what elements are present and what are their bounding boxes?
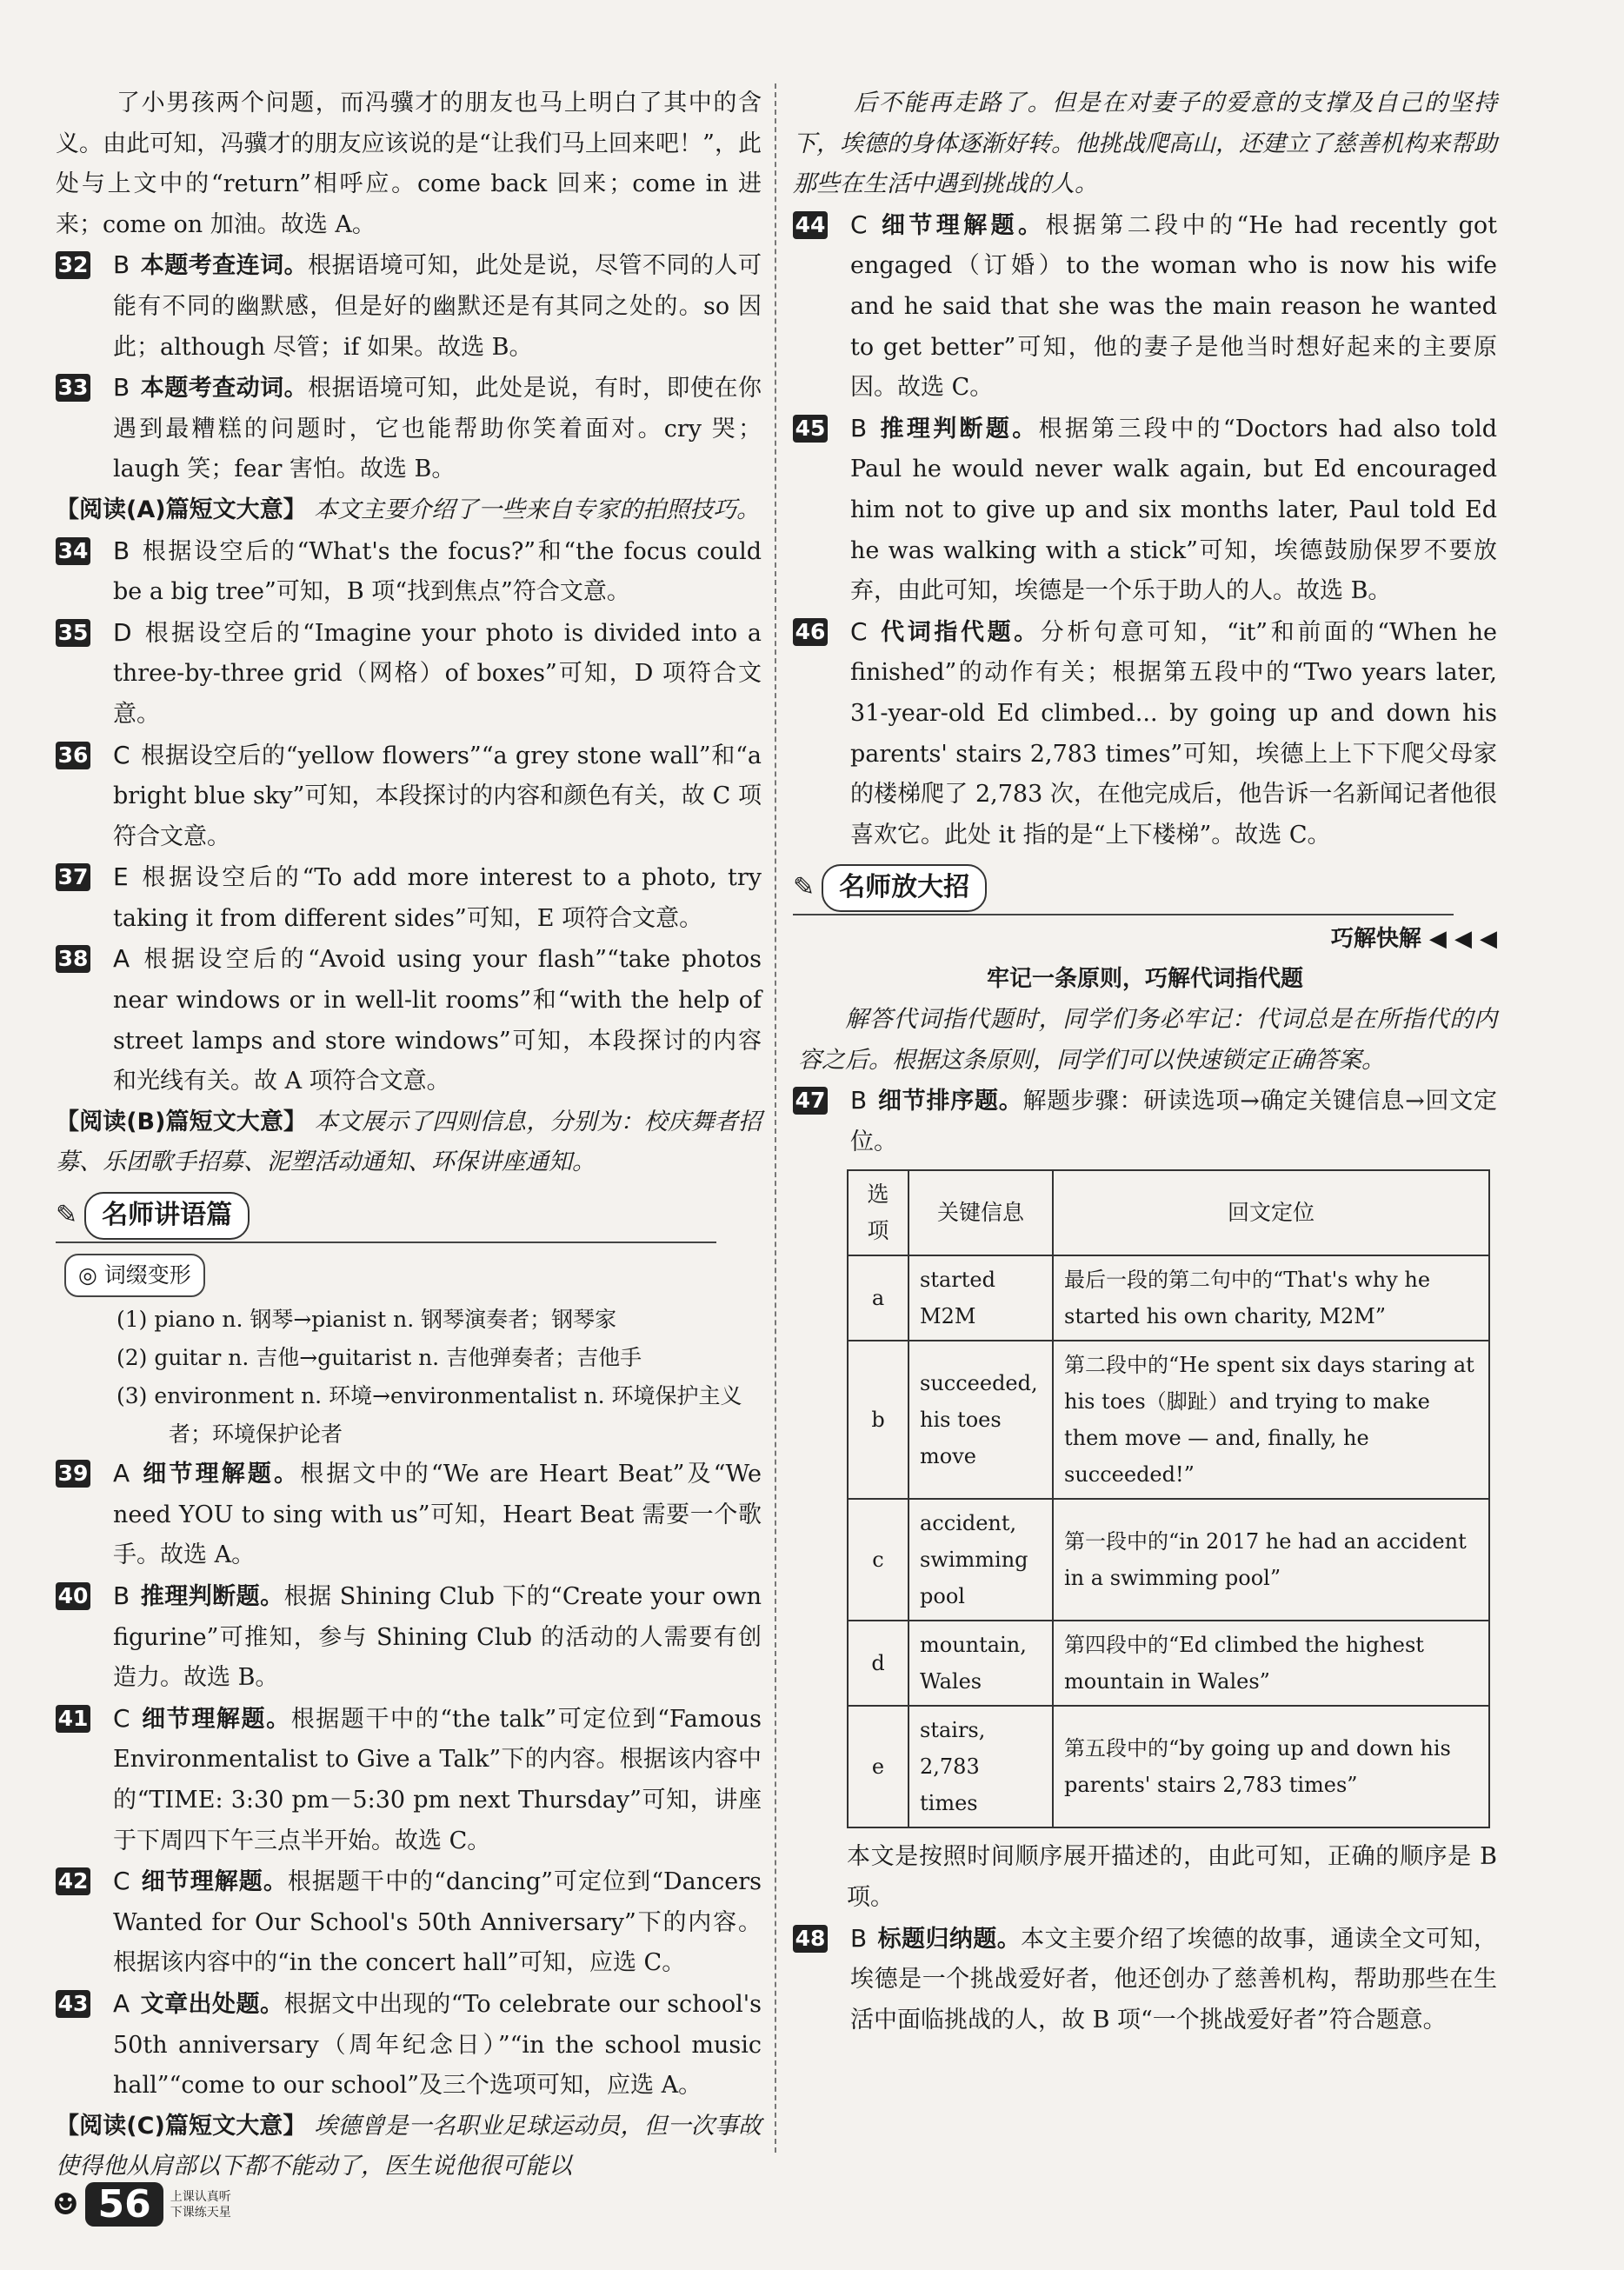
search-icon: ◎ — [78, 1261, 104, 1288]
question-number: 32 — [56, 251, 90, 279]
vocab-list — [56, 1301, 762, 1454]
question-number: 44 — [793, 211, 828, 239]
answer-item-34 — [56, 531, 762, 613]
answer-item-42 — [56, 1861, 762, 1984]
left-column — [56, 83, 762, 2187]
summary-text: 本文展示了四则信息，分别为：校庆舞者招募、乐团歌手招募、泥塑活动通知、环保讲座通知。 — [56, 1108, 762, 1176]
question-type: 细节排序题。 — [877, 1088, 1023, 1115]
explanation: 根据 Shining Club 下的“Create your own figurine”可推知，参与 Shining Club 的活动的人需要有创造力。故选 B。 — [113, 1583, 762, 1692]
table-conclusion: 本文是按照时间顺序展开描述的，由此可知，正确的顺序是 B 项。 — [847, 1843, 1497, 1912]
table-header-row — [848, 1170, 1489, 1255]
question-number: 43 — [56, 1990, 90, 2018]
table-cell: 第一段中的“in 2017 he had an accident in a swimming pool” — [1053, 1499, 1489, 1621]
question-number: 45 — [793, 415, 828, 443]
answer-letter: B — [850, 1923, 868, 1953]
summary-text: 本文主要介绍了一些来自专家的拍照技巧。 — [314, 496, 761, 523]
question-number: 33 — [56, 374, 90, 402]
column-header: 选项 — [848, 1170, 909, 1255]
page-number: 56 — [85, 2182, 163, 2227]
answer-letter: D — [113, 617, 132, 647]
column-divider — [775, 83, 776, 2153]
table-cell: a — [848, 1255, 909, 1341]
tip-body: 解答代词指代题时，同学们务必牢记：代词总是在所指代的内容之后。根据这条原则，同学们可以快速锁定正确答案。 — [798, 1006, 1497, 1074]
tip-subtitle: 巧解快解 ◀ ◀ ◀ — [1330, 925, 1497, 952]
vocab-line: (2) guitar n. 吉他→guitarist n. 吉他弹奏者；吉他手 — [116, 1345, 642, 1371]
question-type: 标题归纳题。 — [877, 1925, 1022, 1953]
section-title: 名师放大招 — [822, 864, 987, 912]
summary-label: 【阅读(C)篇短文大意】 — [56, 2112, 307, 2140]
answer-item-36 — [56, 736, 762, 858]
table-cell: 第五段中的“by going up and down his parents' stairs 2,783 times” — [1053, 1706, 1489, 1827]
slogan-line: 下课练天星 — [170, 2205, 231, 2220]
table-row — [848, 1255, 1489, 1341]
question-number: 47 — [793, 1087, 828, 1115]
left-intro: 了小男孩两个问题，而冯骥才的朋友也马上明白了其中的含义。由此可知，冯骥才的朋友应该说的是“让我们马上回来吧！”，此处与上文中的“return”相呼应。come back 回来；come in 进来；come on 加油。故选 A。 — [56, 90, 762, 238]
question-number: 48 — [793, 1925, 828, 1953]
summary-reading-b — [56, 1102, 762, 1183]
question-type: 推理判断题。 — [877, 415, 1039, 443]
explanation: 根据文中的“We are Heart Beat”及“We need YOU to sing with us”可知，Heart Beat 需要一个歌手。故选 A。 — [113, 1461, 762, 1569]
explanation: 根据语境可知，此处是说，尽管不同的人可能有不同的幽默感，但是好的幽默还是有其同之处的。so 因此；although 尽管；if 如果。故选 B。 — [113, 252, 762, 361]
summary-label: 【阅读(B)篇短文大意】 — [56, 1108, 307, 1135]
question-type: 本题考查连词。 — [140, 252, 309, 280]
question-number: 40 — [56, 1582, 90, 1610]
question-number: 38 — [56, 945, 90, 973]
explanation: 根据设空后的“yellow flowers”“a grey stone wall”和“a bright blue sky”可知，本段探讨的内容和颜色有关，故 C 项符合文意。 — [113, 742, 762, 850]
question-type: 推理判断题。 — [140, 1583, 284, 1610]
answer-item-45 — [793, 409, 1497, 612]
question-type: 细节理解题。 — [877, 211, 1046, 239]
explanation: 根据第三段中的“Doctors had also told Paul he would never walk again, but Ed encouraged him not to give up and six months later, Paul told Ed he was walking with a stick”可知，埃德鼓励保罗不要放弃，由此可知，埃德是一个乐于助人的人。故选 B。 — [850, 415, 1497, 605]
answer-item-39 — [56, 1454, 762, 1576]
answer-item-46 — [793, 612, 1497, 856]
table-row — [848, 1499, 1489, 1621]
table-cell: e — [848, 1706, 909, 1827]
explanation: 根据设空后的“What's the focus?”和“the focus could be a big tree”可知，B 项“找到焦点”符合文意。 — [113, 537, 762, 606]
question-number: 42 — [56, 1867, 90, 1895]
answer-letter: B — [113, 373, 130, 403]
answer-item-38 — [56, 939, 762, 1102]
question-type: 代词指代题。 — [877, 618, 1041, 646]
question-number: 41 — [56, 1705, 90, 1733]
section-title: 名师讲语篇 — [84, 1192, 250, 1240]
answer-letter: C — [850, 616, 868, 646]
answer-letter: B — [113, 250, 130, 280]
answer-letter: A — [113, 1988, 130, 2018]
explanation: 本文主要介绍了埃德的故事，通读全文可知，埃德是一个挑战爱好者，他还创办了慈善机构，帮助那些在生活中面临挑战的人，故 B 项“一个挑战爱好者”符合题意。 — [850, 1925, 1498, 2034]
explanation: 分析句意可知，“it”和前面的“When he finished”的动作有关；根据第五段中的“Two years later, 31-year-old Ed climbed... by going up and down his parents' stairs 2,783 times”可知，埃德上上下下爬父母家的楼梯爬了 2,783 次，在他完成后，他告诉一名新闻记者他很喜欢它。此处 it 指的是“上下楼梯”。故选 C。 — [850, 618, 1498, 849]
explanation: 根据第二段中的“He had recently got engaged（订婚）to the woman who is now his wife and he said that she was the main reason he wanted to get better”可知，他的妻子是他当时想好起来的主要原因。故选 C。 — [850, 211, 1497, 402]
question-type: 细节理解题。 — [140, 1868, 288, 1896]
table-cell: accident, swimming pool — [909, 1499, 1053, 1621]
answer-item-32 — [56, 245, 762, 368]
explanation: 根据文中出现的“To celebrate our school's 50th anniversary（周年纪念日）”“in the school music hall”“come to our school”及三个选项可知，应选 A。 — [113, 1990, 762, 2100]
right-intro: 后不能再走路了。但是在对妻子的爱意的支撑及自己的坚持下，埃德的身体逐渐好转。他挑战爬高山，还建立了慈善机构来帮助那些在生活中遇到挑战的人。 — [793, 90, 1497, 198]
answer-letter: A — [113, 944, 130, 974]
question-number: 36 — [56, 742, 90, 769]
question-type: 细节理解题。 — [140, 1705, 291, 1733]
table-cell: mountain, Wales — [909, 1621, 1053, 1706]
question-type: 文章出处题。 — [140, 1990, 284, 2018]
footer-slogan — [170, 2189, 231, 2220]
table-cell: b — [848, 1341, 909, 1499]
answer-letter: C — [113, 1867, 130, 1896]
column-header: 关键信息 — [909, 1170, 1053, 1255]
vocab-tag-label: 词缀变形 — [103, 1261, 191, 1288]
question-number: 46 — [793, 618, 828, 646]
answer-letter: C — [113, 740, 130, 769]
answer-item-44 — [793, 205, 1497, 409]
answer-letter: C — [113, 1703, 130, 1733]
explanation: 解题步骤：研读选项→确定关键信息→回文定位。 — [850, 1088, 1498, 1155]
page-footer — [52, 2182, 231, 2227]
teacher-icon: ✎ — [793, 872, 815, 903]
tip-title: 牢记一条原则，巧解代词指代题 — [986, 966, 1303, 993]
question-number: 35 — [56, 619, 90, 647]
section-header-teacher-tips — [793, 864, 1454, 915]
answer-item-40 — [56, 1576, 762, 1699]
slogan-line: 上课认真听 — [170, 2189, 231, 2204]
explanation: 根据语境可知，此处是说，有时，即使在你遇到最糟糕的问题时，它也能帮助你笑着面对。cry 哭；laugh 笑；fear 害怕。故选 B。 — [113, 375, 762, 483]
question-type: 本题考查动词。 — [140, 375, 309, 403]
answer-letter: C — [850, 210, 868, 239]
mascot-icon: ☻ — [52, 2187, 79, 2222]
table-cell: d — [848, 1621, 909, 1706]
summary-reading-c — [56, 2107, 762, 2187]
vocab-tag — [64, 1254, 205, 1298]
answer-letter: B — [113, 1581, 130, 1610]
vocab-line: (1) piano n. 钢琴→pianist n. 钢琴演奏者；钢琴家 — [116, 1307, 617, 1333]
answer-item-48 — [793, 1919, 1497, 2041]
question-number: 37 — [56, 863, 90, 891]
table-row — [848, 1341, 1489, 1499]
answer-item-37 — [56, 857, 762, 939]
vocab-line: 者；环境保护论者 — [169, 1421, 343, 1448]
table-cell: 第四段中的“Ed climbed the highest mountain in Wales” — [1053, 1621, 1489, 1706]
table-cell: started M2M — [909, 1255, 1053, 1341]
answer-letter: B — [113, 536, 130, 565]
table-cell: c — [848, 1499, 909, 1621]
question-number: 39 — [56, 1460, 90, 1488]
table-row — [848, 1621, 1489, 1706]
table-row — [848, 1706, 1489, 1827]
answer-item-41 — [56, 1699, 762, 1861]
explanation: 根据题干中的“the talk”可定位到“Famous Environmentalist to Give a Talk”下的内容。根据该内容中的“TIME: 3:30 pm－5:30 pm next Thursday”可知，讲座于下周四下午三点半开始。故选 C。 — [113, 1705, 762, 1854]
column-header: 回文定位 — [1053, 1170, 1489, 1255]
teacher-icon: ✎ — [56, 1200, 78, 1231]
explanation: 根据设空后的“Avoid using your flash”“take photos near windows or in well-lit rooms”和“with the help of street lamps and store windows”可知，本段探讨的内容和光线有关。故 A 项符合文意。 — [113, 946, 762, 1095]
answer-item-43 — [56, 1984, 762, 2107]
summary-reading-a — [56, 490, 762, 531]
right-column — [793, 83, 1497, 2040]
table-cell: stairs, 2,783 times — [909, 1706, 1053, 1827]
section-header-teacher-text — [56, 1192, 716, 1243]
answer-letter: B — [850, 1086, 868, 1115]
table-cell: 第二段中的“He spent six days staring at his toes（脚趾）and trying to make them move — and, finally, he succeeded!” — [1053, 1341, 1489, 1499]
explanation: 根据题干中的“dancing”可定位到“Dancers Wanted for Our School's 50th Anniversary”下的内容。根据该内容中的“in the concert hall”可知，应选 C。 — [113, 1868, 762, 1977]
answer-letter: E — [113, 862, 129, 892]
explanation: 根据设空后的“Imagine your photo is divided into a three-by-three grid（网格）of boxes”可知，D 项符合文意。 — [113, 619, 762, 728]
summary-text: 埃德曾是一名职业足球运动员，但一次事故使得他从肩部以下都不能动了，医生说他很可能以 — [56, 2112, 762, 2180]
answer-item-33 — [56, 368, 762, 490]
question-number: 34 — [56, 537, 90, 565]
key-info-table — [847, 1169, 1490, 1828]
vocab-line: (3) environment n. 环境→environmentalist n. 环境保护主义 — [116, 1383, 742, 1409]
table-cell: 最后一段的第二句中的“That's why he started his own charity, M2M” — [1053, 1255, 1489, 1341]
table-cell: succeeded, his toes move — [909, 1341, 1053, 1499]
question-type: 细节理解题。 — [140, 1461, 301, 1488]
summary-label: 【阅读(A)篇短文大意】 — [56, 496, 307, 523]
answer-item-47 — [793, 1081, 1497, 1162]
answer-letter: B — [850, 413, 868, 443]
answer-item-35 — [56, 613, 762, 736]
answer-letter: A — [113, 1459, 130, 1488]
explanation: 根据设空后的“To add more interest to a photo, try taking it from different sides”可知，E 项符合文意。 — [113, 864, 762, 932]
